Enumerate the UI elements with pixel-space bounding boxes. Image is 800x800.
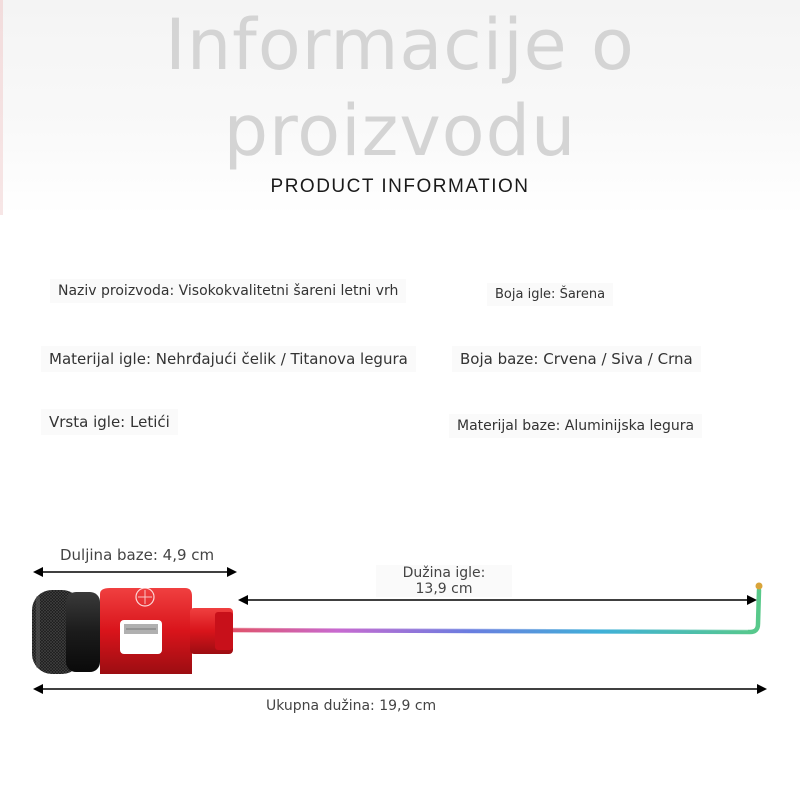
base-length-arrow xyxy=(33,567,237,577)
page-subtitle: PRODUCT INFORMATION xyxy=(270,176,530,197)
spec-base-material: Materijal baze: Aluminijska legura xyxy=(449,414,702,438)
spec-needle-color: Boja igle: Šarena xyxy=(487,283,613,306)
needle-length-label-line1: Dužina igle: xyxy=(402,565,486,581)
spec-product-name: Naziv proizvoda: Visokokvalitetni šareni letni vrh xyxy=(50,279,406,303)
black-knob xyxy=(32,590,100,674)
spec-needle-material: Materijal igle: Nehrđajući čelik / Titanova legura xyxy=(41,346,416,372)
needle-length-arrow xyxy=(238,595,757,605)
page-title: Informacije o proizvodu xyxy=(165,4,635,172)
total-length-arrow xyxy=(33,684,767,694)
total-length-label: Ukupna dužina: 19,9 cm xyxy=(266,698,437,714)
needle-tip xyxy=(756,583,763,590)
spec-base-color: Boja baze: Crvena / Siva / Crna xyxy=(452,346,701,372)
base-length-label: Duljina baze: 4,9 cm xyxy=(60,546,215,564)
spec-needle-type: Vrsta igle: Letići xyxy=(41,409,178,435)
needle xyxy=(232,583,763,633)
red-base xyxy=(100,588,233,674)
needle-length-label-line2: 13,9 cm xyxy=(415,581,473,597)
